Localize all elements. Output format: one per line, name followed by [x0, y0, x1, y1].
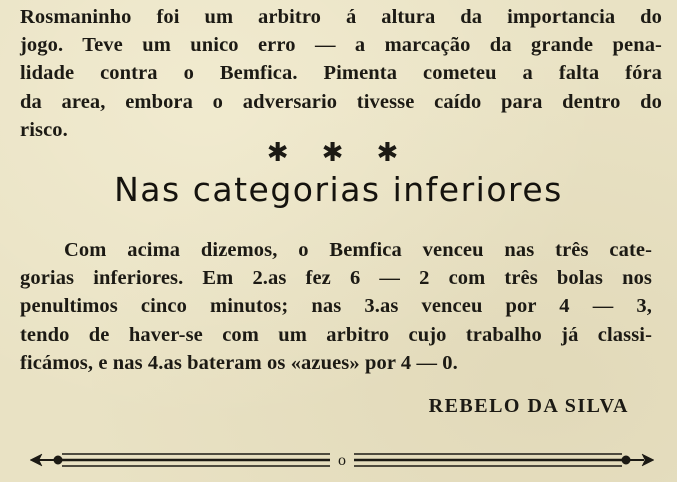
paragraph-line: tendo de haver-se com um arbitro cujo trabalho já classi- [20, 323, 652, 346]
paragraph-line: gorias inferiores. Em 2.as fez 6 — 2 com três bolas nos [20, 267, 652, 290]
section-heading: Nas categorias inferiores [114, 170, 563, 209]
author-signature: REBELO DA SILVA [428, 395, 629, 417]
paragraph-referee [20, 3, 662, 144]
left-arrow-ornament [30, 454, 62, 466]
paragraph-line: jogo. Teve um unico erro — a marcação da grande pena- [20, 34, 662, 57]
paragraph-lower-categories [20, 236, 652, 377]
paragraph-line: ficámos, e nas 4.as bateram os «azues» por 4 — 0. [20, 351, 458, 374]
right-arrow-ornament [622, 454, 654, 466]
paragraph-line: risco. [20, 118, 68, 141]
paragraph-line: Rosmaninho foi um arbitro á altura da importancia do [20, 6, 662, 28]
section-separator-stars: ✱ ✱ ✱ [266, 138, 411, 168]
paragraph-line: penultimos cinco minutos; nas 3.as venceu por 4 — 3, [20, 295, 652, 318]
divider-center-mark: o [338, 452, 346, 469]
left-double-rule [62, 454, 330, 466]
paragraph-line: Com acima dizemos, o Bemfica venceu nas três cate- [64, 239, 652, 261]
ornamental-divider [28, 442, 656, 478]
paragraph-line: lidade contra o Bemfica. Pimenta cometeu a falta fóra [20, 62, 662, 85]
paragraph-line: da area, embora o adversario tivesse caído para dentro do [20, 90, 662, 113]
right-double-rule [354, 454, 622, 466]
